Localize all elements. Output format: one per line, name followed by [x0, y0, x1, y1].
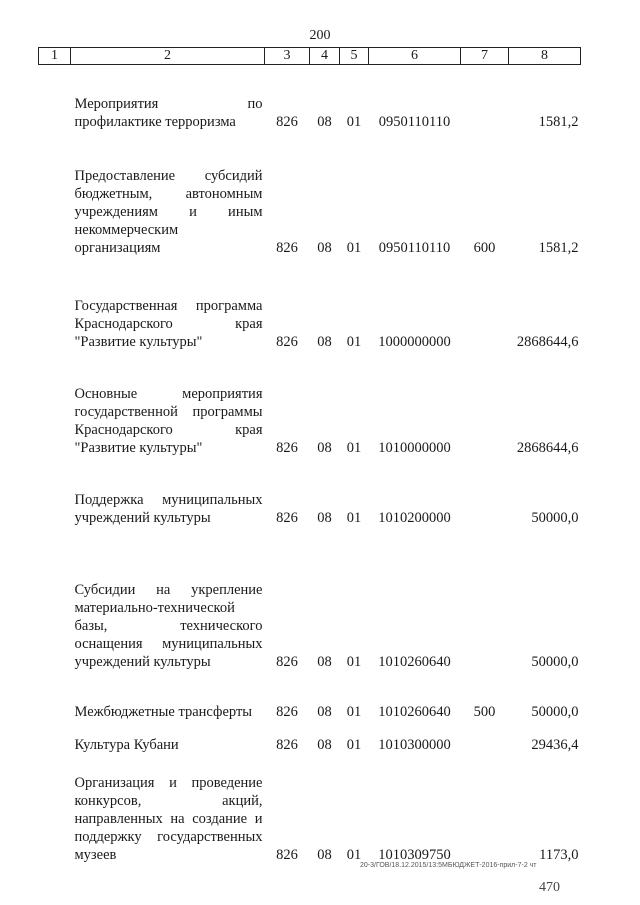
budget-table — [38, 47, 581, 864]
row-amount: 29436,4 — [531, 736, 579, 753]
row-amount: 2868644,6 — [516, 439, 579, 456]
row-ministry-code: 826 — [276, 703, 298, 720]
row-subsection-code: 01 — [346, 333, 362, 350]
row-section-code: 08 — [317, 239, 332, 256]
row-name: Предоставление субсидий бюджетным, автономным учреждениям и иным некоммерческим организациям — [74, 167, 263, 256]
row-section-code: 08 — [317, 509, 332, 526]
row-section-code: 08 — [317, 113, 332, 130]
row-expense-type — [461, 257, 509, 351]
row-ministry-code: 826 — [276, 439, 298, 456]
header-col-4: 4 — [310, 48, 340, 65]
header-col-7: 7 — [461, 48, 509, 65]
table-row — [39, 754, 581, 864]
header-col-3: 3 — [265, 48, 310, 65]
row-subsection-code: 01 — [346, 509, 362, 526]
table-row — [39, 721, 581, 754]
table-row — [39, 671, 581, 721]
row-name: Субсидии на укрепление материально-технической базы, технического оснащения муниципальных учреждений культуры — [74, 581, 263, 670]
row-subsection-code: 01 — [346, 736, 362, 753]
row-name: Основные мероприятия государственной программы Краснодарского края "Развитие культуры" — [74, 385, 263, 456]
document-code: 20-3/ГОВ/18.12.2015/13:5МБЮДЖЕТ-2016-прил-7-2 чт — [360, 862, 537, 869]
row-subsection-code: 01 — [346, 846, 362, 863]
row-expense-type — [461, 721, 509, 754]
row-section-code: 08 — [317, 439, 332, 456]
row-amount: 1581,2 — [538, 113, 579, 130]
row-subsection-code: 01 — [346, 653, 362, 670]
row-name: Мероприятия по профилактике терроризма — [74, 95, 263, 130]
row-target-code: 0950110110 — [378, 239, 451, 256]
row-ministry-code: 826 — [276, 736, 298, 753]
table-row — [39, 351, 581, 457]
sheet-number: 470 — [539, 880, 560, 895]
row-subsection-code: 01 — [346, 239, 362, 256]
row-amount: 2868644,6 — [516, 333, 579, 350]
row-subsection-code: 01 — [346, 703, 362, 720]
row-amount: 50000,0 — [531, 653, 579, 670]
page-number: 200 — [309, 28, 331, 43]
header-col-5: 5 — [340, 48, 369, 65]
row-amount: 50000,0 — [531, 509, 579, 526]
header-col-8: 8 — [509, 48, 581, 65]
table-row — [39, 527, 581, 671]
table-row — [39, 65, 581, 131]
row-ministry-code: 826 — [276, 113, 298, 130]
row-target-code: 1010260640 — [378, 653, 451, 670]
row-expense-type — [461, 65, 509, 131]
row-ministry-code: 826 — [276, 846, 298, 863]
row-subsection-code: 01 — [346, 113, 362, 130]
row-target-code: 0950110110 — [378, 113, 451, 130]
row-ministry-code: 826 — [276, 333, 298, 350]
row-expense-type — [461, 351, 509, 457]
row-expense-type — [461, 754, 509, 864]
row-target-code: 1010309750 — [378, 846, 451, 863]
row-amount: 50000,0 — [531, 703, 579, 720]
row-target-code: 1000000000 — [378, 333, 451, 350]
row-target-code: 1010200000 — [378, 509, 451, 526]
row-name: Культура Кубани — [74, 736, 179, 753]
row-expense-type: 500 — [473, 703, 496, 720]
row-section-code: 08 — [317, 333, 332, 350]
row-section-code: 08 — [317, 846, 332, 863]
row-expense-type — [461, 527, 509, 671]
row-amount: 1173,0 — [539, 846, 579, 863]
table-row — [39, 131, 581, 257]
header-col-6: 6 — [369, 48, 461, 65]
row-expense-type: 600 — [473, 239, 496, 256]
row-ministry-code: 826 — [276, 509, 298, 526]
row-amount: 1581,2 — [538, 239, 579, 256]
table-row — [39, 457, 581, 527]
row-section-code: 08 — [317, 703, 332, 720]
row-ministry-code: 826 — [276, 239, 298, 256]
row-target-code: 1010260640 — [378, 703, 451, 720]
row-expense-type — [461, 457, 509, 527]
row-target-code: 1010300000 — [378, 736, 451, 753]
row-subsection-code: 01 — [346, 439, 362, 456]
row-target-code: 1010000000 — [378, 439, 451, 456]
row-name: Межбюджетные трансферты — [74, 703, 253, 720]
row-name: Государственная программа Краснодарского края "Развитие культуры" — [74, 297, 263, 350]
row-name: Поддержка муниципальных учреждений культуры — [74, 491, 263, 526]
row-section-code: 08 — [317, 653, 332, 670]
row-ministry-code: 826 — [276, 653, 298, 670]
table-row — [39, 257, 581, 351]
header-col-2: 2 — [71, 48, 265, 65]
header-col-1: 1 — [39, 48, 71, 65]
row-section-code: 08 — [317, 736, 332, 753]
table-header — [39, 48, 581, 65]
row-name: Организация и проведение конкурсов, акций, направленных на создание и поддержку государственных музеев — [74, 774, 263, 863]
